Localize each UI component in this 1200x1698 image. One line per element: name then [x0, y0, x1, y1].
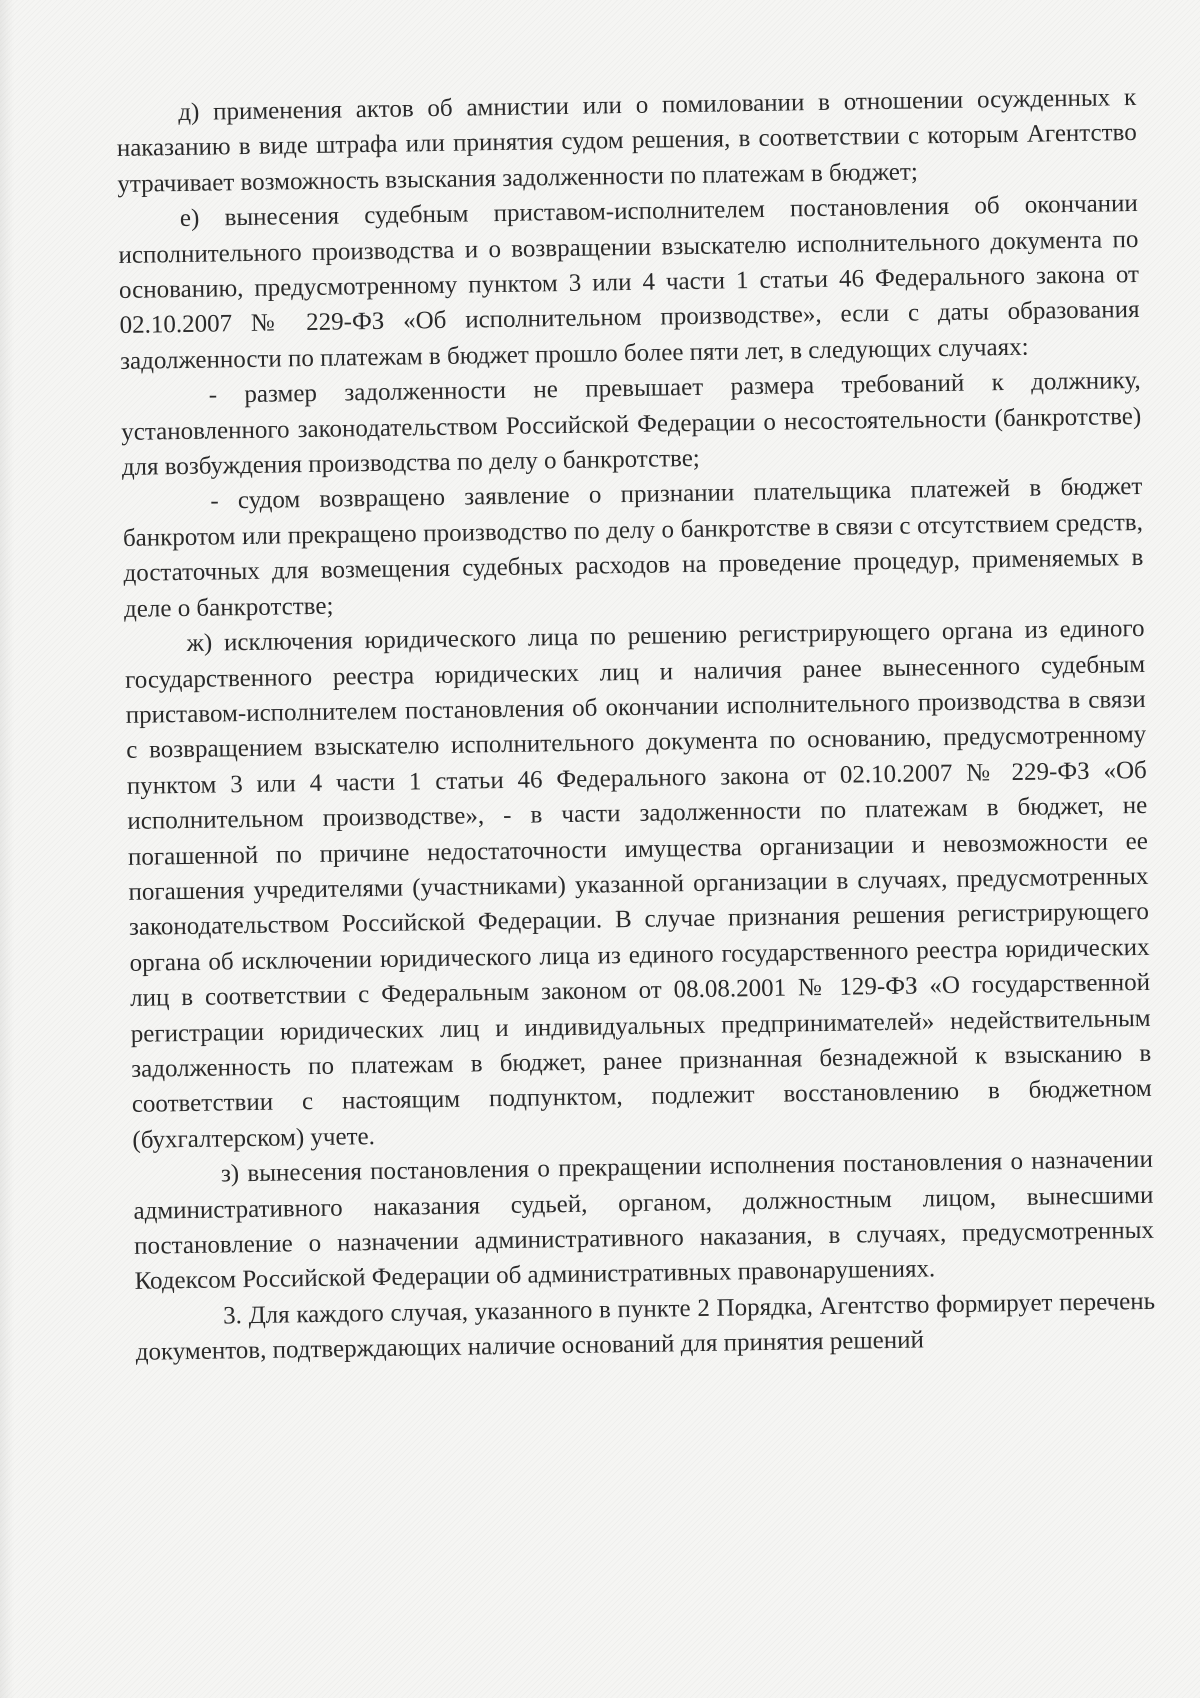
paragraph-e-bullet-1: - размер задолженности не превышает размера требований к должнику, установленного законодательством Российской Федерации о несостоятельности (банкротстве) для возбуждения производства по делу о банкротстве; — [121, 367, 1142, 482]
paragraph-e: е) вынесения судебным приставом-исполнителем постановления об окончании исполнительного производства и о возвращении взыскателю исполнительного документа по основанию, предусмотренному пунктом 3 или 4 части 1 статьи 46 Федерального закона от 02.10.2007 № 229-ФЗ «Об исполнительном производстве», если с даты образования задолженности по платежам в бюджет прошло более пяти лет, в следующих случаях: — [118, 190, 1140, 375]
paragraph-z: з) вынесения постановления о прекращении исполнения постановления о назначении административного наказания судьей, органом, должностным лицом, вынесшими постановление о назначении административного наказания, в случаях, предусмотренных Кодексом Российской Федерации об административных правонарушениях. — [133, 1146, 1155, 1296]
paragraph-zh: ж) исключения юридического лица по решению регистрирующего органа из единого государственного реестра юридических лиц и наличия ранее вынесенного судебным приставом-исполнителем постановления об окончании исполнительного производства в связи с возвращением взыскателю исполнительного документа по основанию, предусмотренному пунктом 3 или 4 части 1 статьи 46 Федерального закона от 02.10.2007 № 229-ФЗ «Об исполнительном производстве», - в части задолженности по платежам в бюджет, не погашенной по причине недостаточности имущества организации и невозможности ее погашения учредителями (участниками) указанной организации в случаях, предусмотренных законодательством Российской Федерации. В случае признания решения регистрирующего органа об исключении юридического лица из единого государственного реестра юридических лиц в соответствии с Федеральным законом от 08.08.2001 № 129-ФЗ «О государственной регистрации юридических лиц и индивидуальных предпринимателей» недействительным задолженность по платежам в бюджет, ранее признанная безнадежной к взысканию в соответствии с настоящим подпунктом, подлежит восстановлению в бюджетном (бухгалтерском) учете. — [124, 615, 1152, 1154]
paragraph-3: 3. Для каждого случая, указанного в пункте 2 Порядка, Агентство формирует перечень документов, подтверждающих наличие оснований для принятия решений — [135, 1287, 1156, 1367]
paragraph-d: д) применения актов об амнистии или о помиловании в отношении осужденных к наказанию в виде штрафа или принятия судом решения, в соответствии с которым Агентство утрачивает возможность взыскания задолженности по платежам в бюджет; — [116, 83, 1137, 198]
paragraph-e-bullet-2: - судом возвращено заявление о признании плательщика платежей в бюджет банкротом или прекращено производство по делу о банкротстве в связи с отсутствием средств, достаточных для возмещения судебных расходов на проведение процедур, применяемых в деле о банкротстве; — [122, 473, 1144, 623]
scan-edge-shadow — [0, 0, 14, 1698]
document-body — [116, 80, 1156, 1370]
